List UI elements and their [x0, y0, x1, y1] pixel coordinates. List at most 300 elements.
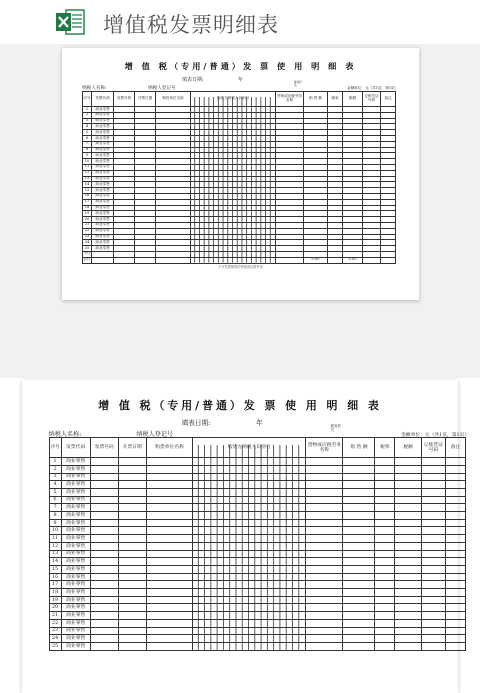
table-cell — [421, 465, 445, 473]
table-cell — [445, 488, 465, 496]
table-cell — [343, 512, 375, 520]
row-number: 12 — [83, 170, 92, 176]
table-cell — [118, 573, 146, 581]
table-cell — [306, 473, 343, 481]
goods-type: 商业零售 — [61, 643, 90, 651]
column-header: 购货方纳税人识别号 — [193, 438, 306, 458]
table-cell — [375, 550, 395, 558]
table-cell — [306, 612, 343, 620]
column-header: 销 售 额 — [343, 438, 375, 458]
table-cell — [395, 504, 422, 512]
table-cell — [421, 519, 445, 527]
goods-type: 商业零售 — [92, 164, 114, 170]
column-header: 开票日期 — [118, 438, 146, 458]
table-cell — [146, 550, 193, 558]
table-cell — [421, 565, 445, 573]
table-cell — [306, 527, 343, 535]
table-cell — [146, 496, 193, 504]
goods-type: 商业零售 — [61, 612, 90, 620]
footnote: 不开发票销售的货物或应税劳务 — [218, 265, 263, 270]
row-number: 10 — [49, 527, 61, 535]
goods-type: 商业零售 — [61, 635, 90, 643]
column-header: 税额 — [343, 92, 363, 107]
row-number: 11 — [49, 535, 61, 543]
table-cell — [343, 496, 375, 504]
goods-type: 商业零售 — [92, 107, 114, 113]
row-number: 8 — [49, 512, 61, 520]
table-cell — [146, 589, 193, 597]
row-number: 15 — [49, 565, 61, 573]
goods-type: 商业零售 — [92, 228, 114, 234]
table-cell — [421, 488, 445, 496]
goods-type: 商业零售 — [61, 481, 90, 489]
taxpayer-id-label: 纳税人登记号 — [136, 431, 174, 439]
table-cell — [445, 458, 465, 466]
table-cell — [445, 565, 465, 573]
goods-type: 商业零售 — [61, 473, 90, 481]
column-header: 序号 — [49, 438, 61, 458]
goods-type: 商业零售 — [92, 153, 114, 159]
row-number: 5 — [83, 130, 92, 136]
table-cell — [375, 596, 395, 604]
table-cell — [395, 465, 422, 473]
year-label: 年 — [256, 419, 263, 428]
row-number: 9 — [83, 153, 92, 159]
table-cell — [395, 612, 422, 620]
table-cell — [146, 465, 193, 473]
table-cell — [421, 504, 445, 512]
table-cell — [445, 612, 465, 620]
row-number: 12 — [49, 542, 61, 550]
table-cell — [90, 627, 118, 635]
table-header-row — [83, 92, 396, 107]
taxpayer-id-digit-grid — [192, 457, 305, 650]
goods-type: 商业零售 — [61, 558, 90, 566]
goods-type: 商业零售 — [61, 627, 90, 635]
table-cell — [421, 512, 445, 520]
table-cell — [445, 596, 465, 604]
table-cell — [118, 581, 146, 589]
table-cell — [146, 627, 193, 635]
table-cell — [118, 604, 146, 612]
table-cell — [118, 496, 146, 504]
table-cell — [306, 550, 343, 558]
table-cell — [118, 619, 146, 627]
row-number: 16 — [49, 573, 61, 581]
table-cell — [146, 581, 193, 589]
table-cell — [90, 535, 118, 543]
row-number: 24 — [49, 635, 61, 643]
total-tax: 0.00 — [343, 257, 363, 263]
table-cell — [118, 512, 146, 520]
table-cell — [90, 512, 118, 520]
row-number: 6 — [83, 135, 92, 141]
table-cell — [343, 581, 375, 589]
table-cell — [375, 635, 395, 643]
table-cell — [375, 643, 395, 651]
row-number: 6 — [49, 496, 61, 504]
table-cell — [375, 504, 395, 512]
goods-type: 商业零售 — [92, 170, 114, 176]
table-cell — [306, 458, 343, 466]
table-cell — [306, 465, 343, 473]
goods-type: 商业零售 — [92, 240, 114, 246]
goods-type: 商业零售 — [92, 118, 114, 124]
table-cell — [146, 619, 193, 627]
table-cell — [90, 612, 118, 620]
row-number: 14 — [49, 558, 61, 566]
table-cell — [395, 581, 422, 589]
sheet-thumbnail — [62, 48, 419, 300]
table-cell — [375, 512, 395, 520]
table-cell — [276, 257, 304, 263]
goods-type: 商业零售 — [61, 619, 90, 627]
goods-type: 商业零售 — [61, 589, 90, 597]
table-cell — [146, 481, 193, 489]
table-cell — [395, 542, 422, 550]
table-cell — [445, 473, 465, 481]
table-cell — [395, 488, 422, 496]
table-cell — [343, 488, 375, 496]
goods-type: 商业零售 — [92, 188, 114, 194]
goods-type: 商业零售 — [61, 596, 90, 604]
table-cell — [375, 527, 395, 535]
table-cell — [118, 589, 146, 597]
table-cell — [146, 504, 193, 512]
table-cell — [445, 558, 465, 566]
table-cell — [375, 481, 395, 489]
goods-type: 商业零售 — [92, 193, 114, 199]
table-cell — [343, 481, 375, 489]
table-cell — [343, 519, 375, 527]
table-cell — [90, 596, 118, 604]
column-header: 货物或应税劳务名称 — [306, 438, 343, 458]
table-cell — [118, 458, 146, 466]
goods-type: 商业零售 — [92, 176, 114, 182]
table-cell — [395, 627, 422, 635]
table-cell — [445, 589, 465, 597]
table-cell — [146, 635, 193, 643]
row-number: 21 — [49, 612, 61, 620]
goods-type: 商业零售 — [61, 504, 90, 512]
table-cell — [421, 573, 445, 581]
table-cell — [395, 512, 422, 520]
goods-type: 商业零售 — [61, 512, 90, 520]
table-cell — [118, 558, 146, 566]
goods-type: 商业零售 — [92, 199, 114, 205]
table-cell — [343, 542, 375, 550]
table-cell — [118, 550, 146, 558]
table-cell — [306, 488, 343, 496]
table-cell — [363, 257, 381, 263]
row-number: 19 — [49, 596, 61, 604]
goods-type: 商业零售 — [92, 217, 114, 223]
table-cell — [90, 473, 118, 481]
fill-date-label: 填表日期: — [181, 419, 211, 428]
amount-unit-label: 金额单位：元（共1页，第1页） — [347, 86, 399, 90]
table-cell — [90, 581, 118, 589]
column-header: 购货方纳税人识别号 — [191, 92, 276, 107]
table-cell — [118, 488, 146, 496]
table-cell — [118, 565, 146, 573]
table-cell — [343, 635, 375, 643]
table-cell — [90, 504, 118, 512]
table-cell — [306, 643, 343, 651]
excel-icon — [55, 8, 85, 36]
table-cell — [395, 473, 422, 481]
table-cell — [445, 604, 465, 612]
table-cell — [306, 558, 343, 566]
table-cell — [445, 512, 465, 520]
table-cell — [306, 581, 343, 589]
goods-type: 商业零售 — [61, 604, 90, 612]
table-cell — [421, 627, 445, 635]
goods-type: 商业零售 — [61, 465, 90, 473]
column-header: 购货单位名称 — [146, 438, 193, 458]
goods-type: 商业零售 — [92, 141, 114, 147]
table-cell — [421, 604, 445, 612]
table-cell — [375, 535, 395, 543]
table-cell — [381, 257, 396, 263]
table-cell — [421, 496, 445, 504]
row-number: 21 — [83, 222, 92, 228]
column-header: 购货单位名称 — [156, 92, 191, 107]
table-cell — [395, 565, 422, 573]
table-cell — [90, 488, 118, 496]
table-cell — [146, 512, 193, 520]
row-number: 合计 — [83, 257, 91, 262]
table-cell — [395, 558, 422, 566]
table-cell — [90, 635, 118, 643]
table-cell — [135, 257, 156, 263]
table-cell — [343, 465, 375, 473]
table-cell — [343, 473, 375, 481]
table-cell — [343, 596, 375, 604]
table-cell — [343, 458, 375, 466]
table-cell — [118, 465, 146, 473]
goods-type: 商业零售 — [61, 496, 90, 504]
table-cell — [146, 527, 193, 535]
table-cell — [146, 612, 193, 620]
table-cell — [445, 542, 465, 550]
row-number: 25 — [83, 246, 92, 252]
goods-type: 商业零售 — [92, 182, 114, 188]
taxpayer-name-label: 纳税人名称: — [48, 431, 82, 439]
row-number: 4 — [83, 124, 92, 130]
goods-type: 商业零售 — [92, 159, 114, 165]
goods-type: 商业零售 — [61, 581, 90, 589]
table-cell — [114, 257, 135, 263]
table-cell — [375, 604, 395, 612]
table-cell — [90, 643, 118, 651]
table-cell — [421, 558, 445, 566]
year-label: 年 — [238, 77, 244, 83]
goods-type: 商业零售 — [61, 573, 90, 581]
table-cell — [343, 619, 375, 627]
row-number: 小计 — [83, 251, 91, 256]
table-cell — [395, 527, 422, 535]
table-cell — [146, 558, 193, 566]
column-header: 开票日期 — [135, 92, 156, 107]
row-number: 2 — [49, 465, 61, 473]
row-number: 13 — [49, 550, 61, 558]
goods-type: 商业零售 — [92, 130, 114, 136]
table-cell — [146, 643, 193, 651]
table-cell — [343, 550, 375, 558]
page-header — [0, 0, 480, 44]
goods-type: 商业零售 — [61, 550, 90, 558]
row-number: 13 — [83, 176, 92, 182]
table-cell — [343, 573, 375, 581]
table-cell — [343, 612, 375, 620]
table-cell — [343, 589, 375, 597]
table-cell — [146, 542, 193, 550]
row-number: 4 — [49, 481, 61, 489]
row-number: 11 — [83, 164, 92, 170]
table-cell — [90, 458, 118, 466]
table-cell — [90, 519, 118, 527]
row-number: 14 — [83, 182, 92, 188]
table-cell — [445, 627, 465, 635]
table-cell — [375, 496, 395, 504]
table-cell — [118, 596, 146, 604]
table-cell — [421, 542, 445, 550]
table-cell — [90, 496, 118, 504]
goods-type: 商业零售 — [61, 488, 90, 496]
table-cell — [375, 612, 395, 620]
goods-type: 商业零售 — [61, 565, 90, 573]
goods-type: 商业零售 — [92, 246, 114, 252]
tax-office-label: 税务机关 — [294, 81, 302, 87]
table-cell — [343, 527, 375, 535]
goods-type: 商业零售 — [92, 211, 114, 217]
table-cell — [328, 257, 343, 263]
table-cell — [375, 473, 395, 481]
table-cell — [118, 473, 146, 481]
row-number: 1 — [49, 458, 61, 466]
row-number: 19 — [83, 211, 92, 217]
total-sales: 0.00 — [304, 257, 328, 263]
table-header-row — [49, 438, 465, 458]
table-cell — [421, 635, 445, 643]
row-number: 3 — [49, 473, 61, 481]
taxpayer-name-label: 纳税人名称: — [82, 86, 107, 91]
table-cell — [421, 473, 445, 481]
table-cell — [421, 550, 445, 558]
goods-type: 商业零售 — [92, 222, 114, 228]
table-cell — [375, 589, 395, 597]
row-number: 18 — [83, 205, 92, 211]
table-cell — [306, 504, 343, 512]
table-cell — [421, 481, 445, 489]
column-header: 记账凭证号码 — [363, 92, 381, 107]
table-cell — [306, 573, 343, 581]
table-cell — [306, 627, 343, 635]
column-header: 序号 — [83, 92, 92, 107]
goods-type: 商业零售 — [92, 147, 114, 153]
table-cell — [375, 581, 395, 589]
row-number: 7 — [83, 141, 92, 147]
column-header: 税率 — [375, 438, 395, 458]
table-cell — [445, 496, 465, 504]
table-cell — [306, 481, 343, 489]
table-cell — [445, 573, 465, 581]
row-number: 23 — [83, 234, 92, 240]
table-cell — [395, 643, 422, 651]
table-cell — [445, 519, 465, 527]
table-cell — [118, 481, 146, 489]
table-cell — [445, 635, 465, 643]
goods-type: 商业零售 — [92, 112, 114, 118]
table-cell — [375, 627, 395, 635]
column-header: 发票号码 — [114, 92, 135, 107]
table-cell — [343, 535, 375, 543]
goods-type: 商业零售 — [61, 542, 90, 550]
table-cell — [375, 565, 395, 573]
row-number: 7 — [49, 504, 61, 512]
table-cell — [306, 565, 343, 573]
table-cell — [395, 496, 422, 504]
table-cell — [421, 527, 445, 535]
row-number: 17 — [83, 199, 92, 205]
table-cell — [421, 612, 445, 620]
table-cell — [90, 527, 118, 535]
column-header: 货物或应税劳务名称 — [276, 92, 304, 107]
fill-date-label: 填表日期: — [182, 77, 204, 83]
goods-type: 商业零售 — [61, 458, 90, 466]
row-number: 2 — [83, 112, 92, 118]
column-header: 税率 — [328, 92, 343, 107]
table-cell — [375, 558, 395, 566]
table-cell — [375, 542, 395, 550]
table-cell — [306, 604, 343, 612]
table-cell — [445, 581, 465, 589]
row-number: 15 — [83, 188, 92, 194]
row-number: 5 — [49, 488, 61, 496]
table-cell — [395, 573, 422, 581]
table-cell — [343, 604, 375, 612]
row-number: 8 — [83, 147, 92, 153]
table-cell — [90, 542, 118, 550]
row-number: 22 — [83, 228, 92, 234]
column-header: 记账凭证号码 — [421, 438, 445, 458]
table-cell — [90, 465, 118, 473]
table-cell — [395, 519, 422, 527]
taxpayer-id-label: 纳税人登记号 — [148, 86, 176, 91]
row-number: 16 — [83, 193, 92, 199]
table-cell — [146, 565, 193, 573]
tax-office-label: 税务机关 — [330, 424, 341, 432]
table-cell — [395, 458, 422, 466]
table-cell — [445, 504, 465, 512]
goods-type: 商业零售 — [92, 124, 114, 130]
table-cell — [395, 535, 422, 543]
column-header: 发票代码 — [61, 438, 90, 458]
goods-type: 商业零售 — [92, 205, 114, 211]
table-cell — [306, 542, 343, 550]
table-cell — [90, 550, 118, 558]
table-cell — [375, 619, 395, 627]
table-cell — [343, 643, 375, 651]
table-cell — [375, 519, 395, 527]
table-cell — [118, 635, 146, 643]
table-cell — [90, 481, 118, 489]
column-header: 税额 — [395, 438, 422, 458]
page-title: 增值税发票明细表 — [103, 13, 279, 37]
table-cell — [445, 535, 465, 543]
row-number: 18 — [49, 589, 61, 597]
table-cell — [306, 512, 343, 520]
